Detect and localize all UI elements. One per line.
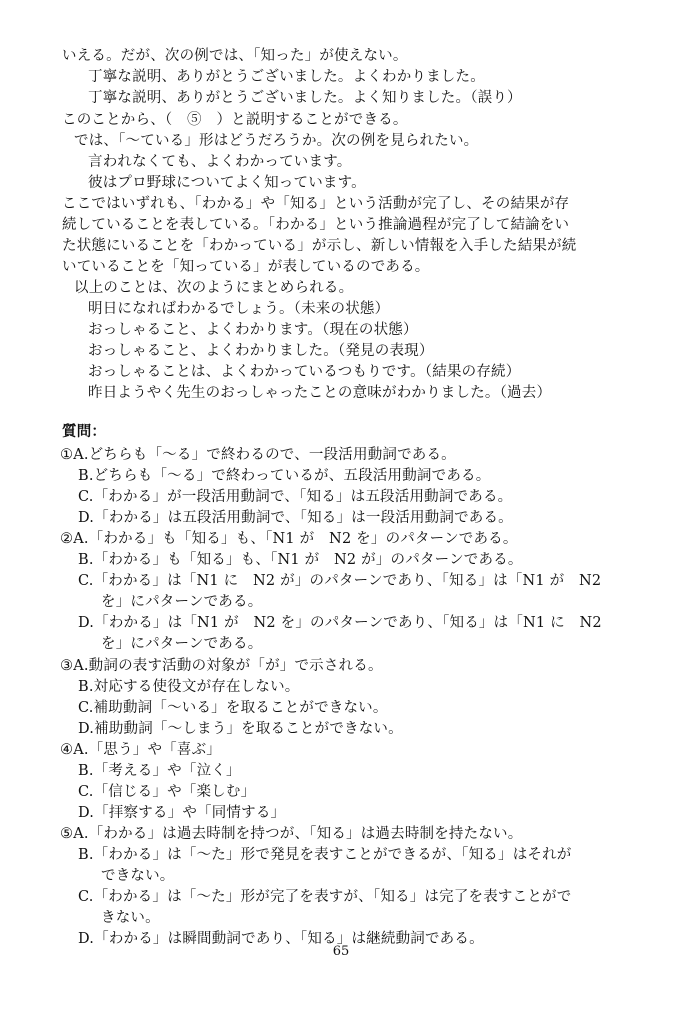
question-2-option-a: ②A.「わかる」も「知る」も、「N1 が N2 を」のパターンである。 <box>60 531 518 547</box>
question-1-option-d: D.「わかる」は五段活用動詞で、「知る」は一段活用動詞である。 <box>78 510 513 526</box>
question-4-option-c: C.「信じる」や「楽しむ」 <box>78 784 256 800</box>
question-2-option-b: B.「わかる」も「知る」も、「N1 が N2 が」のパターンである。 <box>78 552 523 568</box>
question-2-option-c: C.「わかる」は「N1 に N2 が」のパターンであり、「知る」は「N1 が N2 <box>78 573 602 589</box>
question-4-option-b: B.「考える」や「泣く」 <box>78 763 241 779</box>
passage-example: おっしゃること、よくわかります。（現在の状態） <box>88 322 418 338</box>
passage-example: 昨日ようやく先生のおっしゃったことの意味がわかりました。（過去） <box>88 385 552 401</box>
question-2-option-c-cont: を」にパターンである。 <box>101 594 263 610</box>
passage-line: いていることを「知っている」が表しているのである。 <box>62 259 430 275</box>
question-2-option-d-cont: を」にパターンである。 <box>101 636 263 652</box>
question-4-option-d: D.「拝察する」や「同情する」 <box>78 805 286 821</box>
question-5-option-a: ⑤A.「わかる」は過去時制を持つが、「知る」は過去時制を持たない。 <box>60 826 523 842</box>
question-3-option-d: D.補助動詞「～しまう」を取ることができない。 <box>78 721 403 737</box>
question-5-option-b: B.「わかる」は「～た」形で発見を表すことができるが、「知る」はそれが <box>78 847 572 863</box>
page-number: 65 <box>332 944 350 959</box>
question-5-option-c-cont: きない。 <box>101 910 160 926</box>
passage-example: おっしゃること、よくわかりました。（発見の表現） <box>88 343 434 359</box>
passage-line: いえる。だが、次の例では、「知った」が使えない。 <box>62 48 408 64</box>
question-3-option-c: C.補助動詞「～いる」を取ることができない。 <box>78 700 388 716</box>
question-1-option-b: B.どちらも「～る」で終わっているが、五段活用動詞である。 <box>78 468 491 484</box>
passage-line: 続していることを表している。「わかる」という推論過程が完了して結論をい <box>62 217 570 233</box>
passage-example: 言われなくても、よくわかっています。 <box>88 154 352 170</box>
question-5-option-c: C.「わかる」は「～た」形が完了を表すが、「知る」は完了を表すことがで <box>78 889 572 905</box>
questions-heading: 質問： <box>62 423 107 440</box>
passage-example: おっしゃることは、よくわかっているつもりです。（結果の存続） <box>88 364 521 380</box>
passage-line: ここではいずれも、「わかる」や「知る」という活動が完了し、その結果が存 <box>62 196 570 212</box>
question-1-option-c: C.「わかる」が一段活用動詞で、「知る」は五段活用動詞である。 <box>78 489 513 505</box>
question-3-option-a: ③A.動詞の表す活動の対象が「が」で示される。 <box>60 658 383 674</box>
question-4-option-a: ④A.「思う」や「喜ぶ」 <box>60 742 221 758</box>
passage-example: 丁寧な説明、ありがとうございました。よく知りました。（誤り） <box>88 90 522 106</box>
passage-example: 明日になればわかるでしょう。（未来の状態） <box>88 301 390 317</box>
passage-line: た状態にいることを「わかっている」が示し、新しい情報を入手した結果が続 <box>62 238 577 254</box>
question-3-option-b: B.対応する使役文が存在しない。 <box>78 679 300 695</box>
passage-line: このことから、（ ⑤ ）と説明することができる。 <box>62 112 408 128</box>
passage-example: 丁寧な説明、ありがとうございました。よくわかりました。 <box>88 69 485 85</box>
question-5-option-b-cont: できない。 <box>101 868 175 884</box>
passage-line: では、「～ている」形はどうだろうか。次の例を見られたい。 <box>74 133 479 149</box>
question-1-option-a: ①A.どちらも「～る」で終わるので、一段活用動詞である。 <box>60 447 456 463</box>
question-5-option-d: D.「わかる」は瞬間動詞であり、「知る」は継続動詞である。 <box>78 931 484 947</box>
passage-line: 以上のことは、次のようにまとめられる。 <box>74 280 354 296</box>
passage-example: 彼はプロ野球についてよく知っています。 <box>88 175 366 191</box>
question-2-option-d: D.「わかる」は「N1 が N2 を」のパターンであり、「知る」は「N1 に N2 <box>78 615 602 631</box>
